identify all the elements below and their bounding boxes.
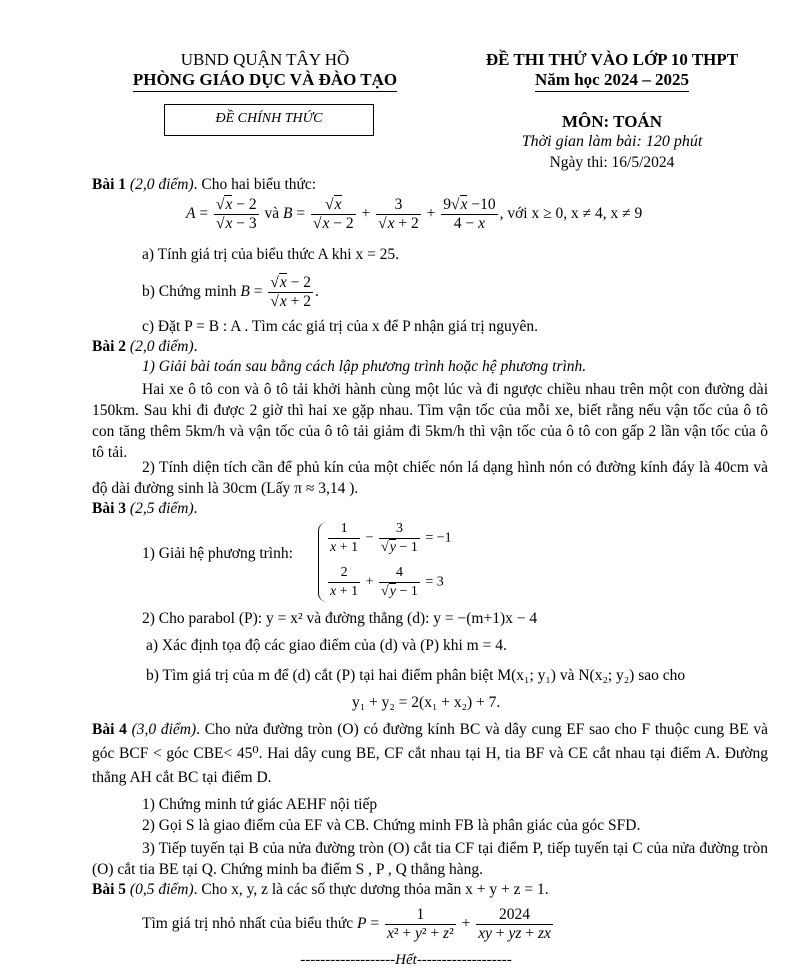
- bai4-points: (3,0 điểm): [131, 721, 197, 738]
- bai1-question-a: a) Tính giá trị của biểu thức A khi x = 25.: [142, 246, 400, 263]
- bai1-intro: . Cho hai biểu thức:: [193, 176, 317, 193]
- exam-date: Ngày thi: 16/5/2024: [549, 154, 675, 171]
- bai2-points: (2,0 điểm): [129, 338, 194, 355]
- bai3-question-a: a) Xác định tọa độ các giao điểm của (d) và (P) khi m = 4.: [146, 637, 507, 654]
- bai4-question-3: 3) Tiếp tuyến tại B của nửa đường tròn (O) cắt tia CF tại điểm P, tiếp tuyến tại C của nửa đường tròn (O) cắt tia BE tại Q. Chứng minh ba điểm S , P , Q thẳng hàng.: [92, 840, 768, 878]
- bai5-title: Bài 5: [92, 881, 127, 898]
- bai1-expressions: A = $\frac{√x - 2}{√x - 3}$ và B = $\frac{√x}{√x - 2}$ + $\frac{3}{√x + 2}$ + $\frac{9√x -10}{4 - x}$ , với x ≥ 0, x ≠ 4, x ≠ 9: [186, 196, 643, 232]
- bai5-question-text: Tìm giá trị nhỏ nhất của biểu thức: [142, 915, 354, 933]
- bai4-question-1: 1) Chứng minh tứ giác AEHF nội tiếp: [142, 796, 378, 813]
- bai3-question-b: b) Tìm giá trị của m để (d) cắt (P) tại hai điểm phân biệt M(x₁; y₁) và N(x₂; y₂) sao cho: [146, 667, 686, 684]
- bai1-question-c: c) Đặt P = B : A . Tìm các giá trị của x để P nhận giá trị nguyên.: [142, 318, 539, 335]
- department-name: PHÒNG GIÁO DỤC VÀ ĐÀO TẠO: [133, 70, 397, 92]
- bai1-points: (2,0 điểm): [129, 176, 194, 193]
- bai4-title: Bài 4: [92, 721, 127, 738]
- bai3-heading: Bài 3 (2,5 điểm).: [92, 500, 198, 517]
- district-name: UBND QUẬN TÂY HỒ: [180, 50, 350, 69]
- bai5-intro: . Cho x, y, z là các số thực dương thỏa mãn x + y + z = 1.: [193, 881, 549, 898]
- bai5-question: Tìm giá trị nhỏ nhất của biểu thức P = $\frac{1}{\text{x² + y² + z²}}$ + $\frac{2024}{xy + yz + zx}$: [142, 906, 551, 942]
- bai1-condition: , với x ≥ 0, x ≠ 4, x ≠ 9: [499, 205, 643, 223]
- bai2-title: Bài 2: [92, 338, 127, 355]
- subject-title: MÔN: TOÁN: [562, 112, 662, 131]
- exam-title: ĐỀ THI THỬ VÀO LỚP 10 THPT: [485, 50, 739, 69]
- official-exam-box: ĐỀ CHÍNH THỨC: [164, 104, 374, 136]
- bai5-points: (0,5 điểm): [129, 881, 194, 898]
- bai5-numerator-2: 2024: [476, 906, 553, 925]
- bai2-part1-title: 1) Giải bài toán sau bằng cách lập phương trình hoặc hệ phương trình.: [142, 358, 587, 375]
- bai2-part1-text: Hai xe ô tô con và ô tô tải khởi hành cùng một lúc và đi ngược chiều nhau trên một con đường dài 150km. Sau khi đi được 2 giờ thì hai xe gặp nhau. Tìm vận tốc của mỗi xe, biết rằng nếu vận tốc của ô tô con tăng thêm 5km/h và vận tốc của ô tô tải giảm đi 5km/h thì vận tốc của ô tô con gấp 2 lần vận tốc của ô tô tải.: [92, 381, 768, 461]
- bai1-and: và: [264, 205, 280, 223]
- bai5-numerator-1: 1: [385, 906, 456, 925]
- school-year: Năm học 2024 – 2025: [535, 70, 689, 92]
- bai3-part2: 2) Cho parabol (P): y = x² và đường thẳng (d): y = −(m+1)x − 4: [142, 610, 538, 627]
- exam-duration: Thời gian làm bài: 120 phút: [521, 133, 703, 150]
- end-marker: -------------------Hết-------------------: [300, 952, 512, 968]
- bai3-points: (2,5 điểm): [129, 500, 194, 517]
- bai1-heading: [92, 176, 316, 194]
- header-right: [452, 50, 772, 92]
- bai1-b-prefix: b) Chứng minh: [142, 283, 237, 301]
- bai4-intro-text: . Cho nửa đường tròn (O) có đường kính BC và dây cung EF sao cho F thuộc cung BE và góc BCF < góc CBE< 45⁰. Hai dây cung BE, CF cắt nhau tại H, tia BF và CE cắt nhau tại điểm A. Đường thẳng AH cắt BC tại điểm D.: [92, 721, 769, 786]
- bai4-intro: [92, 718, 768, 790]
- bai4-question-2: 2) Gọi S là giao điểm của EF và CB. Chứng minh FB là phân giác của góc SFD.: [142, 817, 641, 834]
- system-equation-1: $\frac{1}{x + 1}$ − $\frac{3}{√y - 1}$ = −1: [330, 521, 452, 555]
- bai3-part1-prefix: 1) Giải hệ phương trình:: [142, 545, 293, 562]
- bai1-title: Bài 1: [92, 176, 127, 193]
- header-left: [95, 50, 435, 92]
- bai3-question-b-equation: y₁ + y₂ = 2(x₁ + x₂) + 7.: [352, 694, 501, 711]
- bai3-title: Bài 3: [92, 500, 127, 517]
- bai2-heading: Bài 2 (2,0 điểm).: [92, 338, 198, 355]
- system-equation-2: $\frac{2}{x + 1}$ + $\frac{4}{√y - 1}$ = 3: [330, 565, 444, 599]
- bai2-part2-text: 2) Tính diện tích cần để phủ kín của một chiếc nón lá dạng hình nón có đường kính đáy là 40cm và độ dài đường sinh là 30cm (Lấy π ≈ 3,14 ).: [92, 459, 768, 497]
- bai5-heading: [92, 881, 549, 899]
- bai1-question-b: b) Chứng minh B = $\frac{√x - 2}{√x + 2}$ .: [142, 274, 319, 310]
